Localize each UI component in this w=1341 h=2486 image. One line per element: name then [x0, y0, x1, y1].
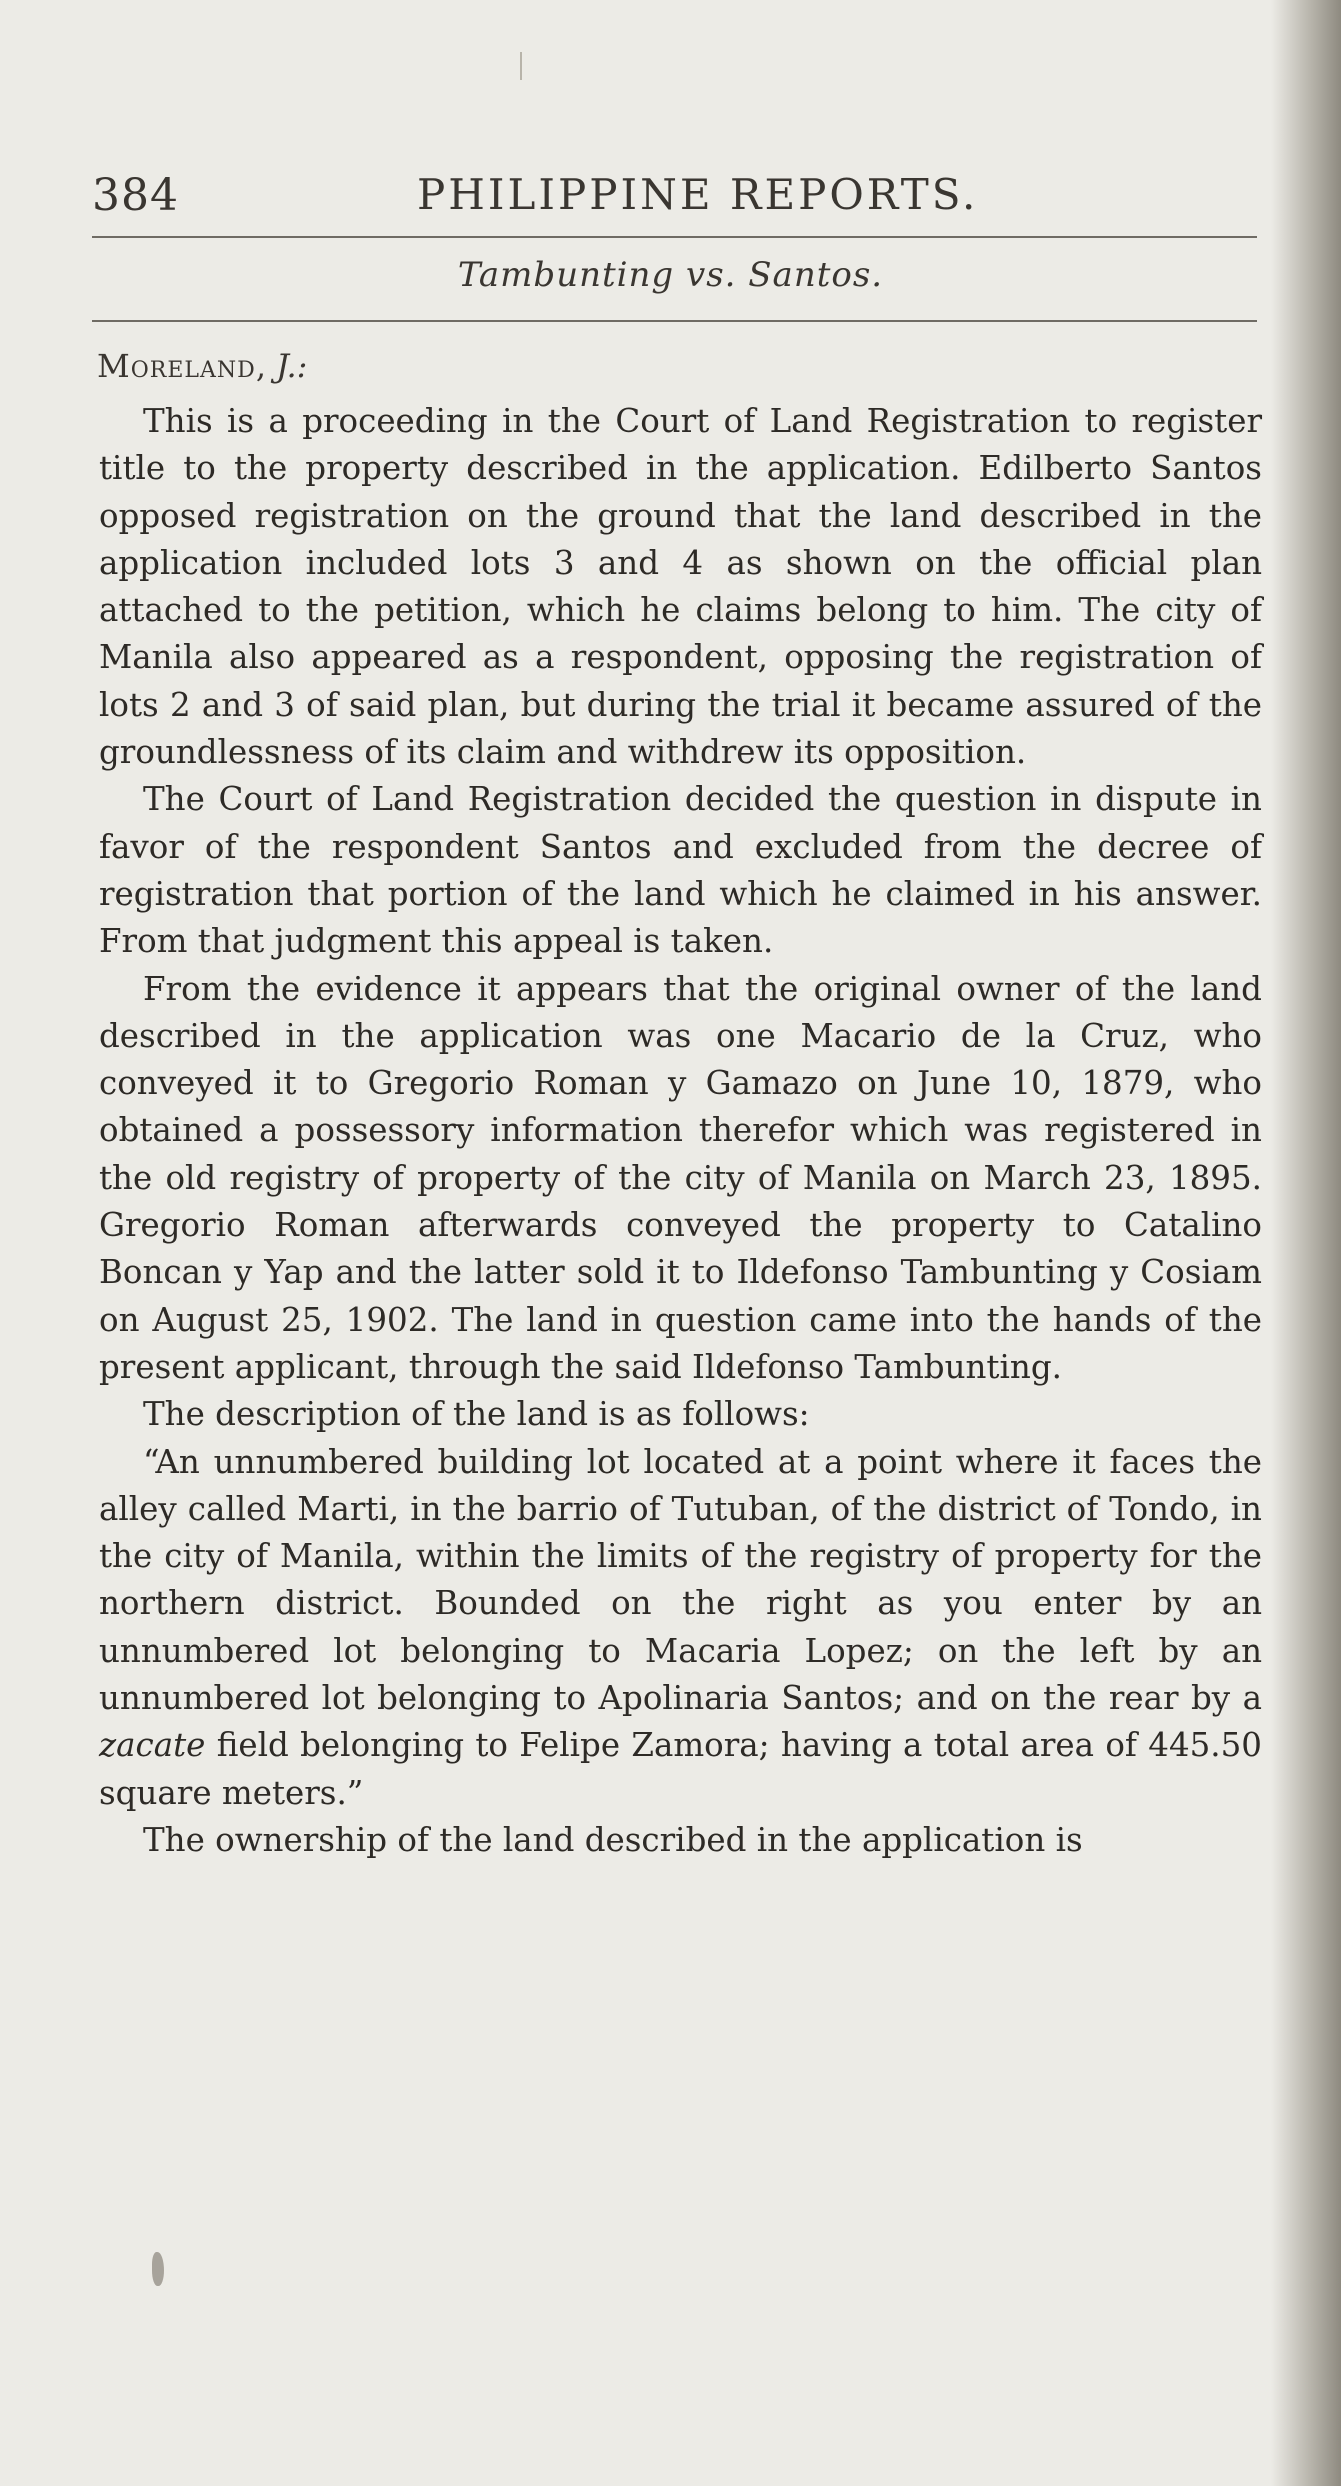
- paragraph: The Court of Land Registration decided the question in dispute in favor of the respondent Santos and excluded from the decree of registration that portion of the land which he claimed in his answer. From that judgment this appeal is taken.: [99, 780, 1262, 961]
- header-rule: [92, 236, 1257, 238]
- paragraph: The description of the land is as follows:: [143, 1395, 810, 1434]
- scan-mark: [520, 52, 522, 80]
- paragraph: This is a proceeding in the Court of Land Registration to register title to the property described in the application. Edilberto Santos opposed registration on the ground that the land described in the application included lots 3 and 4 as shown on the official plan attached to the petition, which he claims belong to him. The city of Manila also appeared as a respondent, opposing the registration of lots 2 and 3 of said plan, but during the trial it became assured of the groundlessness of its claim and withdrew its opposition.: [99, 402, 1262, 772]
- case-title-rule: [92, 320, 1257, 322]
- page-number: 384: [92, 170, 179, 221]
- author-name: Moreland: [97, 347, 256, 385]
- author-title: J.:: [276, 347, 308, 385]
- quote-italic-term: zacate: [99, 1726, 206, 1765]
- opinion-body: [99, 398, 1262, 1864]
- case-title: Tambunting vs. Santos.: [457, 255, 884, 295]
- page-header: [92, 162, 1257, 232]
- quote-text: “An unnumbered building lot located at a point where it faces the alley called Marti, in the barrio of Tutuban, of the district of Tondo, in the city of Manila, within the limits of the registry of property for the northern district. Bounded on the right as you enter by an unnumbered lot belonging to Macaria Lopez; on the left by an unnumbered lot belonging to Apolinaria Santos; and on the rear by a: [99, 1442, 1262, 1718]
- page-edge-shadow: [1271, 0, 1341, 2486]
- running-title: PHILIPPINE REPORTS.: [417, 170, 979, 219]
- land-description-quote: [99, 1439, 1262, 1817]
- quote-text: field belonging to Felipe Zamora; having a total area of 445.50 square meters.”: [99, 1726, 1262, 1812]
- opinion-author: Moreland, J.:: [97, 347, 308, 385]
- ink-blot: [152, 2252, 164, 2286]
- paragraph: The ownership of the land described in the application is: [143, 1820, 1083, 1859]
- paragraph: From the evidence it appears that the original owner of the land described in the application was one Macario de la Cruz, who conveyed it to Gregorio Roman y Gamazo on June 10, 1879, who obtained a possessory information therefor which was registered in the old registry of property of the city of Manila on March 23, 1895. Gregorio Roman afterwards conveyed the property to Catalino Boncan y Yap and the latter sold it to Ildefonso Tambunting y Cosiam on August 25, 1902. The land in question came into the hands of the present applicant, through the said Ildefonso Tambunting.: [99, 969, 1262, 1386]
